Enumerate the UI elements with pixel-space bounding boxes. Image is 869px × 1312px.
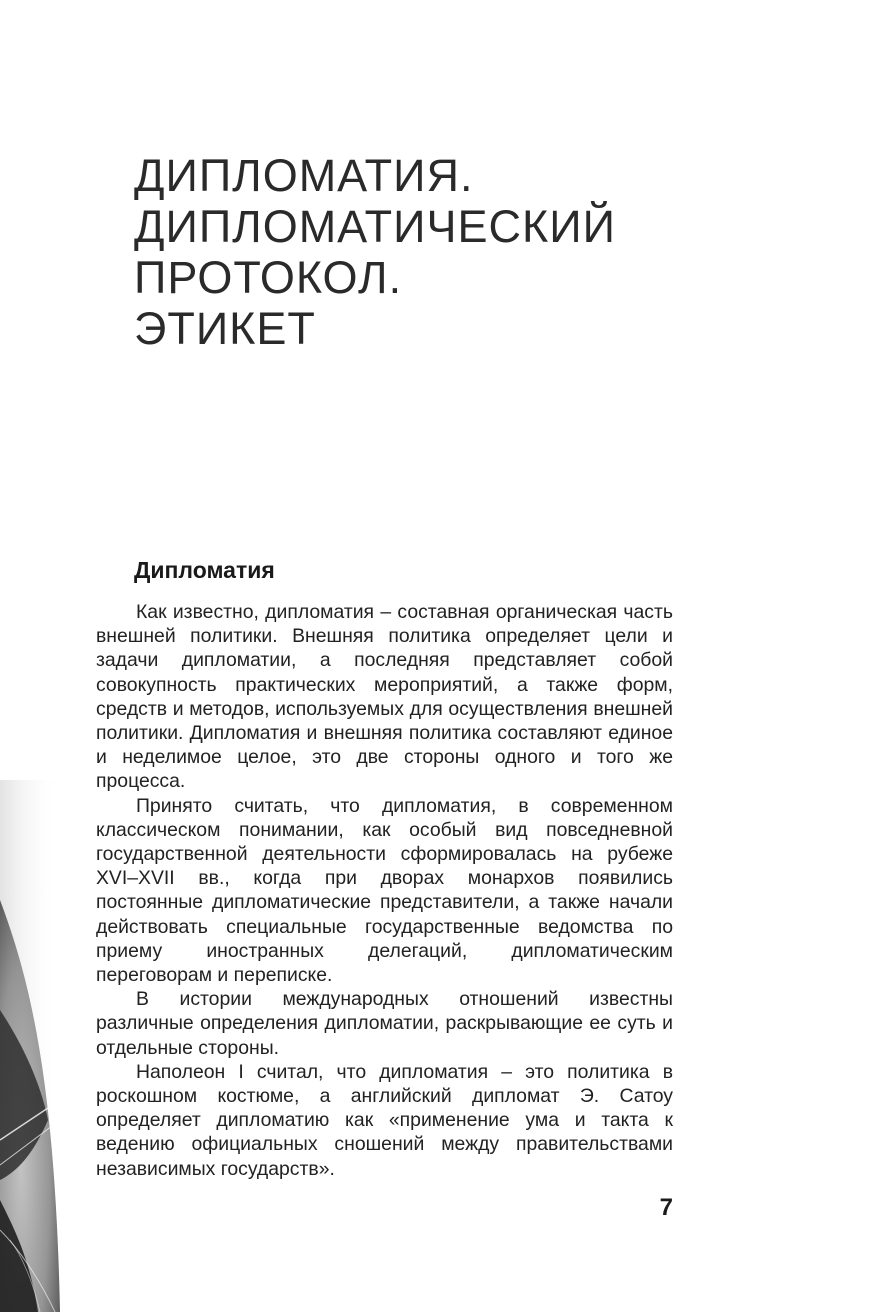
paragraph: Наполеон I считал, что дипломатия – это политика в роскошном костюме, а английский дипломат Э. Сатоу определяет дипломатию как «применение ума и такта к ведению официальных сношений между правительствами независимых государств». — [96, 1060, 673, 1180]
paragraph: В истории международных отношений известны различные определения дипломатии, раскрывающие ее суть и отдельные стороны. — [96, 988, 673, 1059]
section-heading: Дипломатия — [134, 557, 275, 583]
body-text — [96, 600, 673, 1181]
paragraph: Принято считать, что дипломатия, в современном классическом понимании, как особый вид повседневной государственной деятельности сформировалась на рубеже XVI–XVII вв., когда при дворах монархов появились постоянные дипломатические представители, а также начали действовать специальные государственные ведомства по приему иностранных делегаций, дипломатическим переговорам и переписке. — [96, 794, 673, 987]
chapter-title-line: ЭТИКЕТ — [134, 303, 316, 354]
paragraph: Как известно, дипломатия – составная органическая часть внешней политики. Внешняя политика определяет цели и задачи дипломатии, а последняя представляет собой совокупность практических мероприятий, а также форм, средств и методов, используемых для осуществления внешней политики. Дипломатия и внешняя политика составляют единое и неделимое целое, это две стороны одного и того же процесса. — [96, 601, 673, 793]
chapter-title-line: ДИПЛОМАТИЧЕСКИЙ — [134, 201, 616, 252]
page-number: 7 — [659, 1194, 673, 1221]
chapter-title — [134, 150, 754, 354]
chapter-title-line: ДИПЛОМАТИЯ. — [134, 150, 474, 201]
chapter-title-line: ПРОТОКОЛ. — [134, 252, 403, 303]
